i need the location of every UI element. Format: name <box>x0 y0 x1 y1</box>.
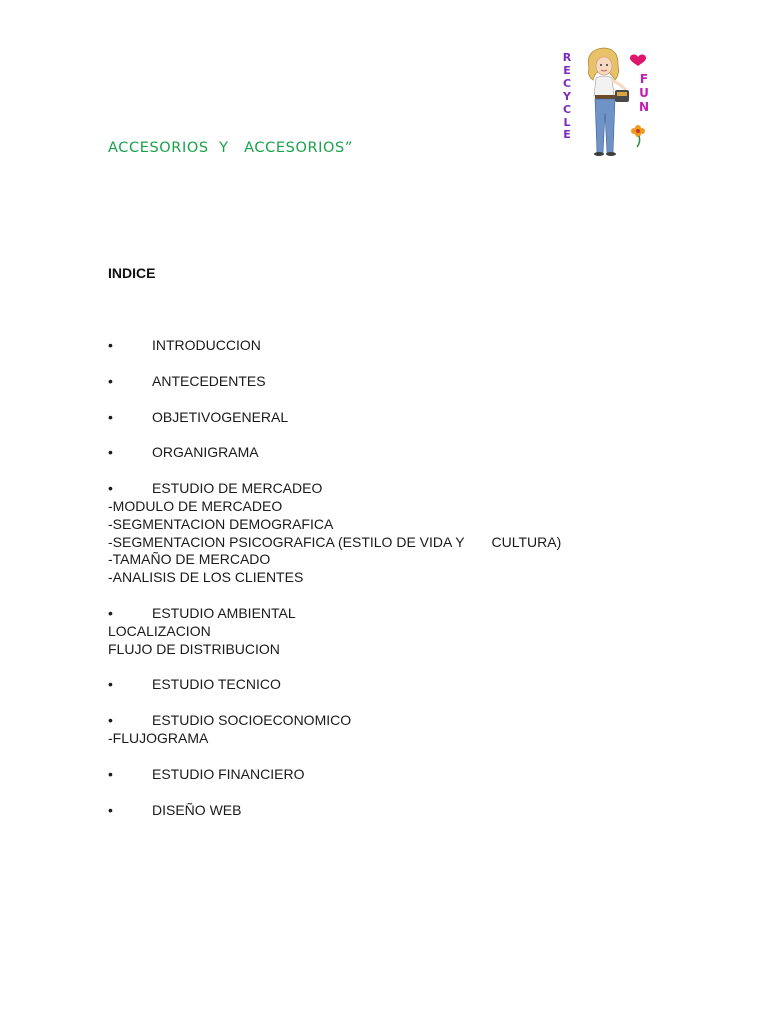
toc-entry-label: DISEÑO WEB <box>152 801 242 818</box>
logo-recycle-letter: E <box>563 64 571 77</box>
toc-entry <box>108 373 708 391</box>
bullet-icon: • <box>108 765 113 782</box>
toc-item <box>108 337 708 355</box>
table-of-contents <box>108 337 708 837</box>
logo-recycle-letter: C <box>562 103 572 116</box>
bullet-icon: • <box>108 676 113 693</box>
toc-entry-label: ESTUDIO SOCIOECONOMICO <box>152 712 352 729</box>
toc-entry-label: ESTUDIO FINANCIERO <box>152 765 305 782</box>
toc-entry-label: ANTECEDENTES <box>152 372 266 389</box>
toc-item <box>108 605 708 658</box>
toc-entry <box>108 712 708 730</box>
logo-fun-letter: U <box>639 86 649 100</box>
bullet-icon: • <box>108 372 113 389</box>
toc-entry-label: ESTUDIO DE MERCADEO <box>152 480 323 497</box>
toc-subentry: -TAMAÑO DE MERCADO <box>108 551 271 568</box>
bullet-icon: • <box>108 604 113 621</box>
toc-item <box>108 373 708 391</box>
logo-recycle-letter: C <box>562 77 572 90</box>
document-title: ACCESORIOS Y ACCESORIOS” <box>108 140 353 156</box>
bullet-icon: • <box>108 337 113 353</box>
bullet-icon: • <box>108 712 113 729</box>
toc-item <box>108 480 708 587</box>
toc-item <box>108 676 708 694</box>
bullet-icon: • <box>108 480 113 497</box>
toc-entry <box>108 676 708 694</box>
logo-recycle-letter: R <box>562 51 572 64</box>
bullet-icon: • <box>108 801 113 818</box>
toc-entry-label: OBJETIVOGENERAL <box>152 408 289 425</box>
heart-icon <box>630 54 646 66</box>
toc-entry <box>108 337 708 355</box>
flower-icon <box>631 125 645 147</box>
recycle-fun-logo <box>553 46 657 158</box>
logo-recycle-letter: Y <box>563 90 571 103</box>
toc-subentry: FLUJO DE DISTRIBUCION <box>108 640 280 657</box>
toc-entry <box>108 444 708 462</box>
toc-item <box>108 766 708 784</box>
logo-fun-letter: F <box>639 72 649 86</box>
bullet-icon: • <box>108 408 113 425</box>
toc-item <box>108 802 708 820</box>
toc-entry <box>108 409 708 427</box>
toc-entry-label: ESTUDIO TECNICO <box>152 676 281 693</box>
toc-item <box>108 409 708 427</box>
toc-item <box>108 712 708 748</box>
girl-illustration-icon <box>588 48 629 156</box>
toc-subentry: LOCALIZACION <box>108 622 211 639</box>
toc-entry <box>108 480 708 498</box>
index-heading: INDICE <box>108 265 156 281</box>
logo-recycle-text <box>562 51 572 141</box>
logo-recycle-letter: L <box>563 116 571 129</box>
toc-entry-label: INTRODUCCION <box>152 337 261 353</box>
toc-subentry: -SEGMENTACION PSICOGRAFICA (ESTILO DE VIDA Y CULTURA) <box>108 533 562 550</box>
toc-subentry: -MODULO DE MERCADEO <box>108 497 283 514</box>
toc-subentry: -SEGMENTACION DEMOGRAFICA <box>108 515 334 532</box>
logo-fun-letter: N <box>638 100 650 114</box>
logo-recycle-letter: E <box>563 128 571 141</box>
toc-subentry: -FLUJOGRAMA <box>108 729 209 746</box>
toc-subentry: -ANALISIS DE LOS CLIENTES <box>108 569 304 586</box>
toc-entry-label: ORGANIGRAMA <box>152 444 259 461</box>
logo-fun-text <box>639 72 649 114</box>
toc-entry <box>108 766 708 784</box>
toc-entry <box>108 802 708 820</box>
toc-entry-label: ESTUDIO AMBIENTAL <box>152 604 296 621</box>
bullet-icon: • <box>108 444 113 461</box>
toc-entry <box>108 605 708 623</box>
toc-item <box>108 444 708 462</box>
